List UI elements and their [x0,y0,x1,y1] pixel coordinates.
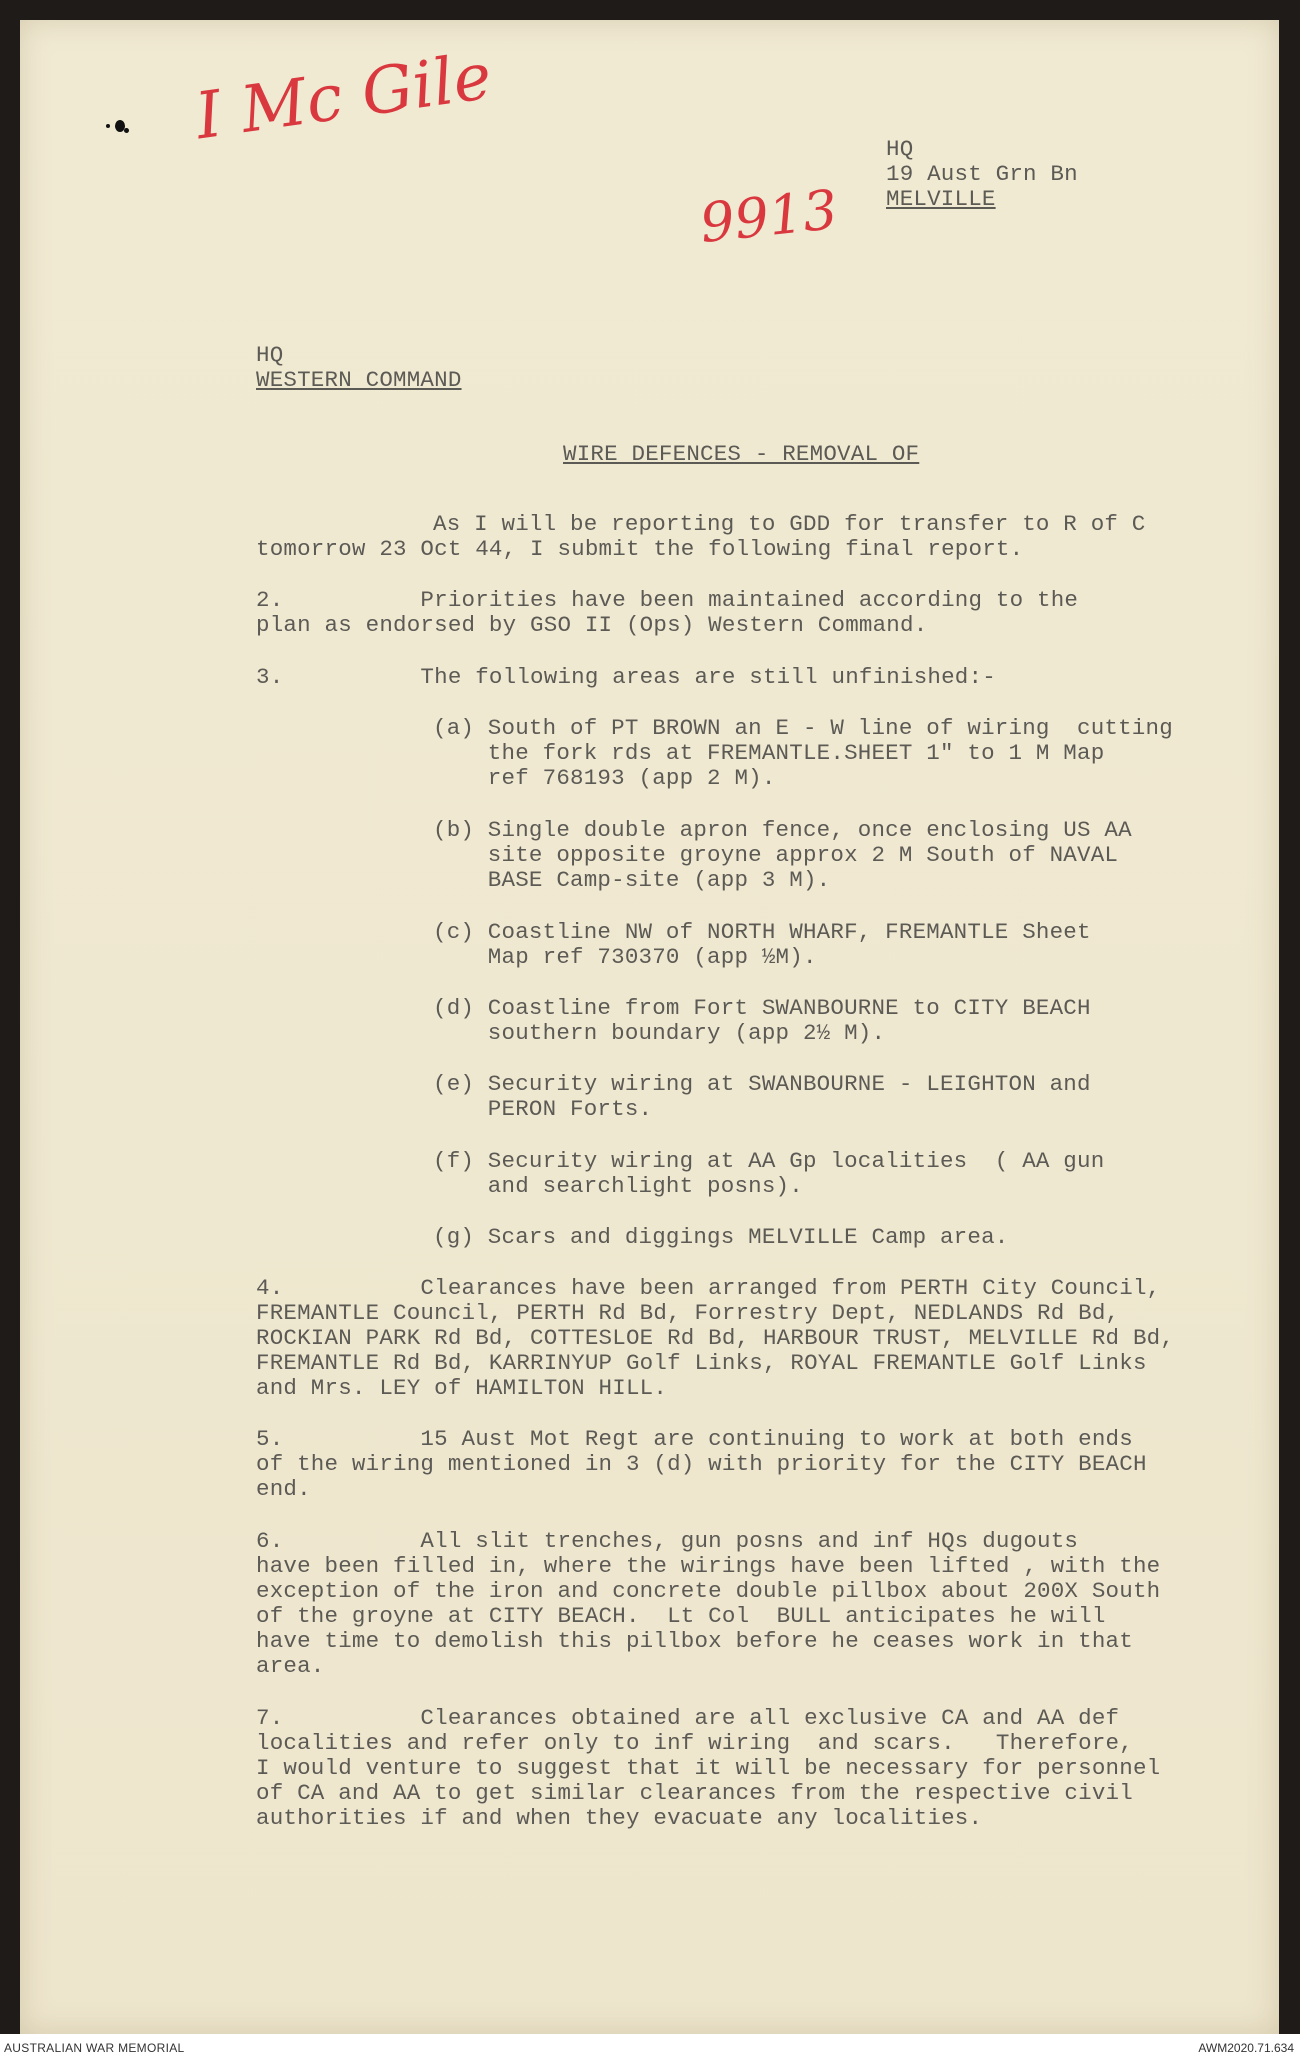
para-6-line: of the groyne at CITY BEACH. Lt Col BULL anticipates he will [256,1603,1106,1629]
ink-spot [124,128,129,133]
para-5-line: of the wiring mentioned in 3 (d) with priority for the CITY BEACH [256,1451,1147,1477]
item-a-line: ref 768193 (app 2 M). [433,765,776,791]
item-b-line: site opposite groyne approx 2 M South of NAVAL [433,842,1119,868]
document-page [20,20,1279,2034]
para-2-line: plan as endorsed by GSO II (Ops) Western Command. [256,612,928,638]
sender-unit: 19 Aust Grn Bn [886,161,1078,187]
para-4-line: ROCKIAN PARK Rd Bd, COTTESLOE Rd Bd, HARBOUR TRUST, MELVILLE Rd Bd, [256,1325,1175,1351]
item-b-line: (b) Single double apron fence, once enclosing US AA [433,817,1132,843]
item-b-line: BASE Camp-site (app 3 M). [433,867,831,893]
para-5-line: 5. 15 Aust Mot Regt are continuing to work at both ends [256,1426,1133,1452]
para-1-line: As I will be reporting to GDD for transfer to R of C [433,511,1146,537]
para-5-line: end. [256,1476,311,1502]
handwritten-number: 9913 [697,177,841,256]
para-6-line: exception of the iron and concrete double pillbox about 200X South [256,1578,1161,1604]
para-7-line: of CA and AA to get similar clearances from the respective civil [256,1780,1133,1806]
sender-location: MELVILLE [886,186,996,212]
para-6-line: area. [256,1653,325,1679]
para-6-line: 6. All slit trenches, gun posns and inf HQs dugouts [256,1528,1079,1554]
ink-spot [106,124,110,128]
recipient-hq: HQ [256,342,284,368]
recipient-command: WESTERN COMMAND [256,367,462,393]
para-2-line: 2. Priorities have been maintained according to the [256,587,1079,613]
para-4-line: and Mrs. LEY of HAMILTON HILL. [256,1375,668,1401]
item-f-line: and searchlight posns). [433,1173,803,1199]
archive-credit: AUSTRALIAN WAR MEMORIAL [4,2041,185,2055]
handwritten-name: I Mc Gile [191,39,496,155]
para-3-line: 3. The following areas are still unfinished:- [256,664,996,690]
para-6-line: have time to demolish this pillbox before he ceases work in that [256,1628,1133,1654]
item-c-line: (c) Coastline NW of NORTH WHARF, FREMANTLE Sheet [433,919,1091,945]
archive-footer [0,2034,1300,2061]
item-d-line: southern boundary (app 2½ M). [433,1020,886,1046]
para-7-line: I would venture to suggest that it will be necessary for personnel [256,1755,1161,1781]
para-6-line: have been filled in, where the wirings have been lifted , with the [256,1553,1161,1579]
item-d-line: (d) Coastline from Fort SWANBOURNE to CITY BEACH [433,995,1091,1021]
archive-reference: AWM2020.71.634 [1198,2041,1294,2055]
sender-hq: HQ [886,136,914,162]
item-c-line: Map ref 730370 (app ½M). [433,944,817,970]
para-7-line: localities and refer only to inf wiring and scars. Therefore, [256,1730,1133,1756]
para-4-line: FREMANTLE Council, PERTH Rd Bd, Forrestry Dept, NEDLANDS Rd Bd, [256,1300,1120,1326]
para-4-line: FREMANTLE Rd Bd, KARRINYUP Golf Links, ROYAL FREMANTLE Golf Links [256,1350,1147,1376]
para-1-line: tomorrow 23 Oct 44, I submit the following final report. [256,536,1024,562]
item-g-line: (g) Scars and diggings MELVILLE Camp area. [433,1224,1009,1250]
item-e-line: (e) Security wiring at SWANBOURNE - LEIGHTON and [433,1071,1091,1097]
para-4-line: 4. Clearances have been arranged from PERTH City Council, [256,1275,1161,1301]
para-7-line: 7. Clearances obtained are all exclusive CA and AA def [256,1705,1120,1731]
item-a-line: (a) South of PT BROWN an E - W line of wiring cutting [433,715,1173,741]
item-e-line: PERON Forts. [433,1096,653,1122]
item-f-line: (f) Security wiring at AA Gp localities ( AA gun [433,1148,1105,1174]
para-7-line: authorities if and when they evacuate any localities. [256,1805,983,1831]
subject-heading: WIRE DEFENCES - REMOVAL OF [563,441,920,467]
item-a-line: the fork rds at FREMANTLE.SHEET 1" to 1 M Map [433,740,1105,766]
